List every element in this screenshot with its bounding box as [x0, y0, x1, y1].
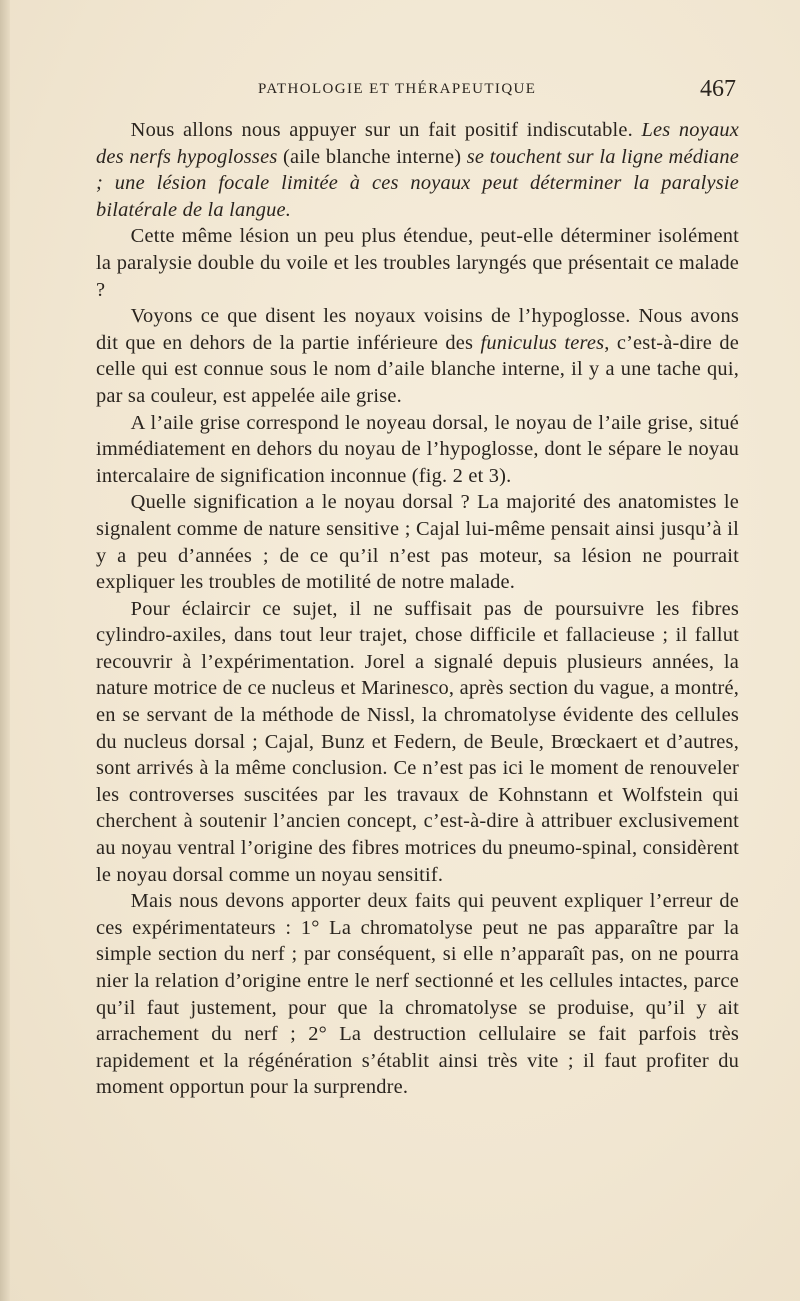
paragraph-1-italic-2: se touchent sur la ligne médiane ; une lésion focale limitée à ces noyaux peut déterminer la paralysie bilatérale de la langue. [96, 145, 739, 221]
paragraph-3 [96, 303, 739, 409]
paragraph-1-text: Nous allons nous appuyer sur un fait positif indiscutable. [130, 119, 642, 141]
paragraph-1-text-2: (aile blanche interne) [277, 145, 467, 168]
paragraph-2: Cette même lésion un peu plus étendue, peut-elle déterminer isolément la paralysie double du voile et les troubles laryngés que présentait ce malade ? [96, 225, 739, 301]
running-head: PATHOLOGIE ET THÉRAPEUTIQUE [258, 81, 537, 97]
page-binding-edge [0, 0, 10, 1301]
paragraph-4: A l’aile grise correspond le noyeau dorsal, le noyau de l’aile grise, situé immédiatement en dehors du noyau de l’hypoglosse, dont le sépare le noyau intercalaire de signification inconnue (fig. 2 et 3). [96, 411, 739, 487]
paragraph-1 [96, 117, 739, 223]
page-header [96, 76, 736, 106]
paragraph-7: Mais nous devons apporter deux faits qui peuvent expliquer l’erreur de ces expérimentateurs : 1° La chromatolyse peut ne pas apparaître par la simple section du nerf ; par conséquent, si elle n’apparaît pas, on ne pourra nier la relation d’origine entre le nerf sectionné et les cellules intactes, parce qu’il faut justement, pour que la chromatolyse se produise, qu’il y ait arrachement du nerf ; 2° La destruction cellulaire se fait parfois très rapidement et la régénération s’établit ainsi très vite ; il faut profiter du moment opportun pour la surprendre. [96, 890, 739, 1099]
page-number: 467 [700, 76, 736, 102]
paragraph-6: Pour éclaircir ce sujet, il ne suffisait pas de poursuivre les fibres cylindro-axiles, dans tout leur trajet, chose difficile et fallacieuse ; il fallut recouvrir à l’expérimentation. Jorel a signalé depuis plusieurs années, la nature motrice de ce nucleus et Marinesco, après section du vague, a montré, en se servant de la méthode de Nissl, la chromatolyse évidente des cellules du nucleus dorsal ; Cajal, Bunz et Federn, de Beule, Brœckaert et d’autres, sont arrivés à la même conclusion. Ce n’est pas ici le moment de renouveler les controverses suscitées par les travaux de Kohnstann et Wolfstein qui cherchent à soutenir l’ancien concept, c’est-à-dire à attribuer exclusivement au noyau ventral l’origine des fibres motrices du pneumo-spinal, considèrent le noyau dorsal comme un noyau sensitif. [96, 597, 739, 886]
paragraph-3-text-2: , c’est-à-dire de celle qui est connue sous le nom d’aile blanche interne, il y a une tache qui, par sa couleur, est appelée aile grise. [96, 331, 739, 407]
body-text [96, 117, 739, 1101]
paragraph-1-italic: Les noyaux des nerfs hypoglosses [96, 119, 739, 168]
paragraph-3-text: Voyons ce que disent les noyaux voisins de l’hypoglosse. Nous avons dit que en dehors de la partie inférieure des [96, 305, 739, 354]
paragraph-5: Quelle signification a le noyau dorsal ? La majorité des anatomistes le signalent comme de nature sensitive ; Cajal lui-même pensait ainsi jusqu’à il y a peu d’années ; de ce qu’il n’est pas moteur, sa lésion ne pourrait expliquer les troubles de motilité de notre malade. [96, 491, 739, 594]
paragraph-3-italic: funiculus teres [480, 331, 605, 354]
